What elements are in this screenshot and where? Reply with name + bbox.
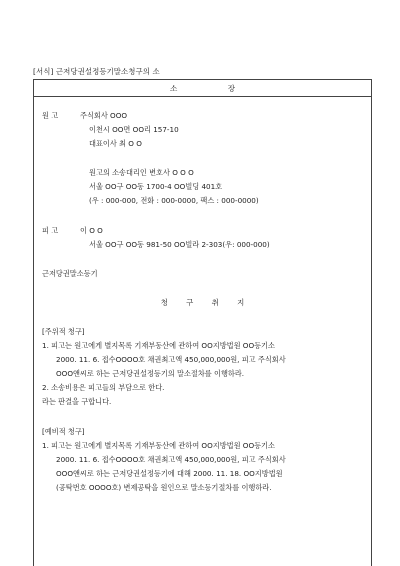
defendant-address: 서울 OO구 OO동 981-50 OO빌라 2-303(우: 000-000) [89, 240, 270, 249]
case-name: 근저당권말소등기 [42, 269, 98, 278]
secondary-claim-line: OOO앤씨로 하는 근저당권설정등기에 대해 2000. 11. 18. OO지방법원 [56, 469, 283, 478]
primary-claim-line: 2. 소송비용은 피고들의 부담으로 한다. [42, 383, 165, 392]
plaintiff-attorney: 원고의 소송대리인 변호사 O O O [89, 168, 194, 177]
plaintiff-role: 원 고 [42, 111, 59, 120]
attorney-address: 서울 OO구 OO동 1700-4 OO빌딩 401호 [89, 182, 223, 191]
claims-title: 청 구 취 지 [160, 298, 253, 307]
title-row [34, 80, 371, 97]
primary-claim-header: [주위적 청구] [42, 327, 85, 336]
plaintiff-name: 주식회사 OOO [80, 111, 128, 120]
defendant-name: 이 O O [80, 226, 103, 235]
plaintiff-address: 이천시 OO면 OO리 157-10 [89, 125, 179, 134]
defendant-role: 피 고 [42, 226, 59, 235]
form-label: [서식] 근저당권설정등기말소청구의 소 [33, 67, 160, 76]
primary-claim-line: 1. 피고는 원고에게 별지목록 기재부동산에 관하여 OO지방법원 OO등기소 [42, 341, 275, 350]
secondary-claim-line: 1. 피고는 원고에게 별지목록 기재부동산에 관하여 OO지방법원 OO등기소 [42, 441, 275, 450]
secondary-claim-line: (공탁번호 OOOO호) 변제공탁을 원인으로 말소등기절차를 이행하라. [56, 483, 272, 492]
primary-claim-line: 2000. 11. 6. 접수OOOO호 채권최고액 450,000,000원, 피고 주식회사 [56, 355, 286, 364]
plaintiff-ceo: 대표이사 최 O O [89, 139, 142, 148]
primary-claim-line: 라는 판결을 구합니다. [42, 397, 112, 406]
secondary-claim-header: [예비적 청구] [42, 427, 85, 436]
secondary-claim-line: 2000. 11. 6. 접수OOOO호 채권최고액 450,000,000원, 피고 주식회사 [56, 455, 286, 464]
attorney-contact: (우 : 000-000, 전화 : 000-0000, 팩스 : 000-0000) [89, 196, 259, 205]
primary-claim-line: OOO앤씨로 하는 근저당권설정등기의 말소절차를 이행하라. [56, 369, 245, 378]
complaint-sheet [33, 79, 372, 566]
document-title: 소 장 [169, 84, 260, 93]
